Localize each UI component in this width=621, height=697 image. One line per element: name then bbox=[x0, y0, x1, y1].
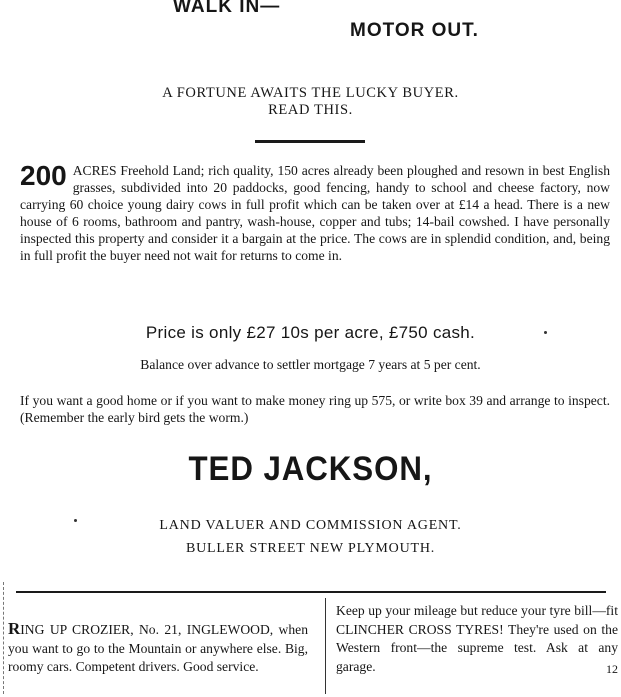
advertiser-address: BULLER STREET NEW PLYMOUTH. bbox=[185, 541, 436, 556]
tagline-read-this: READ THIS. bbox=[268, 102, 353, 118]
advertiser-role: LAND VALUER AND COMMISSION AGENT. bbox=[159, 518, 462, 533]
crozier-text: ING UP CROZIER, No. 21, INGLEWOOD, when you want to go to the Mountain or anywhere else. Big, roomy cars. Competent drivers. Good service. bbox=[8, 622, 308, 674]
print-speck bbox=[544, 331, 547, 334]
short-rule bbox=[255, 140, 365, 143]
clincher-text: Keep up your mileage but reduce your tyre bill—fit CLINCHER CROSS TYRES! They're used on the Western front—the supreme test. Ask at any garage. bbox=[336, 603, 618, 674]
header-walk-in: WALK IN— bbox=[173, 0, 281, 17]
print-speck bbox=[74, 519, 77, 522]
balance-line: Balance over advance to settler mortgage 7 years at 5 per cent. bbox=[140, 357, 481, 372]
page-number: 12 bbox=[606, 661, 618, 676]
advertiser-name: TED JACKSON, bbox=[188, 450, 433, 488]
crozier-dropcap: R bbox=[8, 619, 21, 638]
description-text: ACRES Freehold Land; rich quality, 150 acres already been ploughed and resown in best English grasses, subdivided into 20 paddocks, good fencing, handy to school and cheese factory, now carrying 60 choice young dairy cows in full profit which can be taken over at £14 a head. There is a new house of 6 rooms, bathroom and pantry, wash-house, copper and tubs; 14-bail cowshed. I have personally inspected this property and consider it a bargain at the price. The cows are in splendid condition, and, being in full profit the buyer need not wait for returns to come in. bbox=[20, 163, 610, 264]
property-description bbox=[20, 162, 610, 265]
crozier-ad bbox=[8, 620, 308, 677]
clincher-ad bbox=[336, 602, 618, 678]
section-divider bbox=[16, 591, 606, 593]
price-line: Price is only £27 10s per acre, £750 cash. bbox=[145, 323, 476, 342]
column-separator bbox=[325, 598, 326, 694]
lead-number: 200 bbox=[20, 160, 67, 191]
contact-paragraph: If you want a good home or if you want to make money ring up 575, or write box 39 and arrange to inspect. (Remember the early bird gets the worm.) bbox=[20, 393, 610, 426]
header-motor-out: MOTOR OUT. bbox=[350, 20, 479, 41]
left-margin-mark bbox=[3, 582, 4, 694]
tagline-fortune: A FORTUNE AWAITS THE LUCKY BUYER. bbox=[162, 85, 459, 101]
